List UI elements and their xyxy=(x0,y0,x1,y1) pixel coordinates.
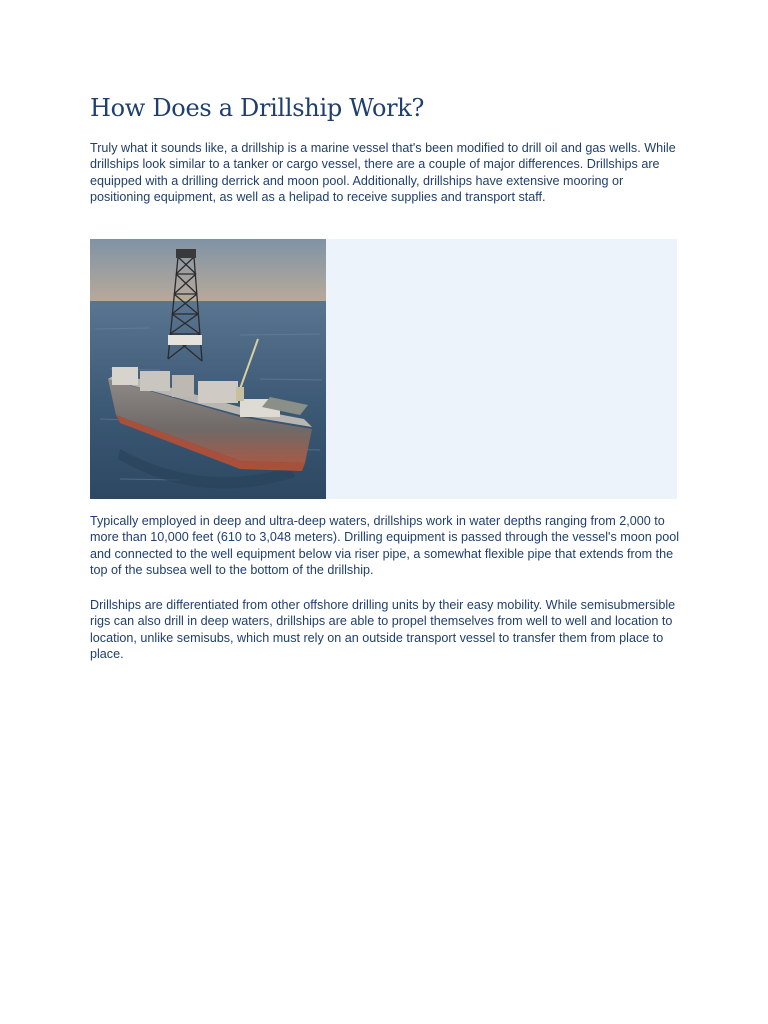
intro-paragraph: Truly what it sounds like, a drillship is a marine vessel that's been modified to drill oil and gas wells. While drillships look similar to a tanker or cargo vessel, there are a couple of major differences. Drillships are equipped with a drilling derrick and moon pool. Additionally, drillships have extensive mooring or positioning equipment, as well as a helipad to receive supplies and transport staff. xyxy=(90,141,676,205)
figure-panel xyxy=(90,239,677,499)
body-paragraph: Drillships are differentiated from other offshore drilling units by their easy mobility. While semisubmersible rigs can also drill in deep waters, drillships are able to propel themselves from well to well and location to location, unlike semisubs, which must rely on an outside transport vessel to transfer them from place to place. xyxy=(90,598,676,662)
body-paragraph: Typically employed in deep and ultra-deep waters, drillships work in water depths ranging from 2,000 to more than 10,000 feet (610 to 3,048 meters). Drilling equipment is passed through the vessel's moon pool and connected to the well equipment below via riser pipe, a somewhat flexible pipe that extends from the top of the subsea well to the bottom of the drillship. xyxy=(90,514,680,578)
page-title: How Does a Drillship Work? xyxy=(90,94,425,122)
drillship-photo xyxy=(90,239,326,499)
